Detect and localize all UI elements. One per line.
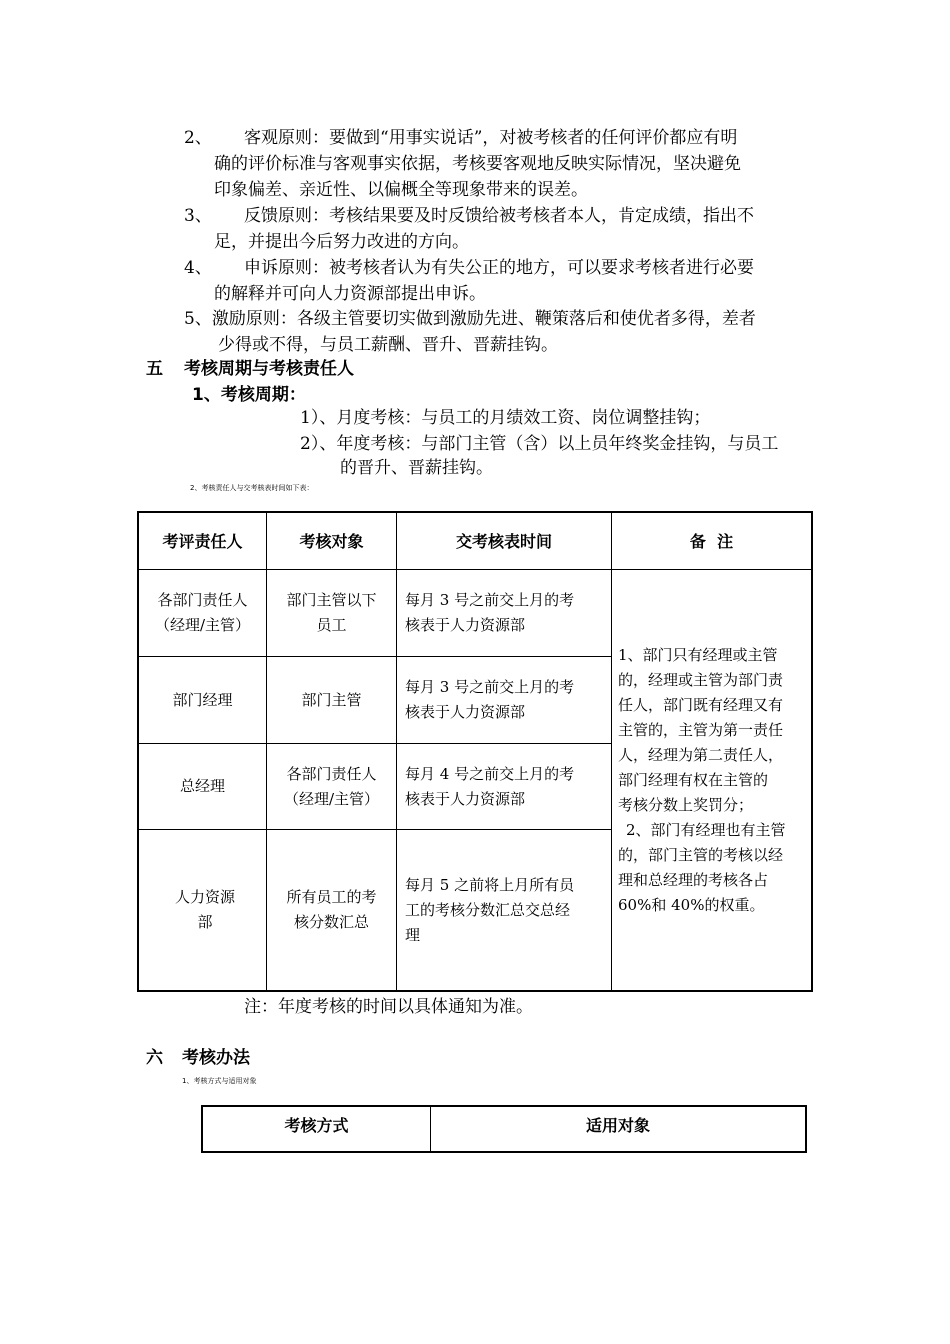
table1-r1-c3-line2: 核表于人力资源部 — [405, 616, 526, 634]
remarks-line-2: 的，经理或主管为部门责 — [618, 670, 784, 689]
section6-number: 六 — [146, 1048, 163, 1068]
section5-item1: 1）、月度考核：与员工的月绩效工资、岗位调整挂钩； — [300, 408, 711, 428]
remarks-line-7: 考核分数上奖罚分； — [618, 795, 754, 814]
table1-header-remarks: 备 注 — [689, 531, 734, 551]
principle-5-title: 激励原则： — [211, 309, 297, 329]
table1-r3-c2-line1: 各部门责任人 — [286, 764, 377, 783]
table1-remarks-cell — [618, 570, 810, 990]
principle-3-text: 考核结果要及时反馈给被考核者本人，肯定成绩，指出不 — [329, 206, 754, 226]
table1-r2-c2 — [267, 657, 396, 743]
table1-r2-c3-line2: 核表于人力资源部 — [405, 703, 526, 721]
principle-5-line2: 少得或不得，与员工薪酬、晋升、晋薪挂钩。 — [218, 335, 558, 355]
remarks-line-4: 主管的，主管为第一责任 — [618, 720, 784, 739]
principle-5-text: 各级主管要切实做到激励先进、鞭策落后和使优者多得，差者 — [296, 309, 756, 329]
table1-r1-c1-line2: （经理/主管） — [154, 616, 251, 634]
remarks-line-3: 任人，部门既有经理又有 — [618, 695, 784, 714]
principle-3-number: 3、 — [184, 206, 212, 226]
table1-r4-c3-line3: 理 — [405, 925, 421, 944]
table1-header-submit-time: 交考核表时间 — [455, 531, 552, 551]
principle-4-text: 被考核者认为有失公正的地方，可以要求考核者进行必要 — [329, 258, 754, 278]
table1-r2-c3 — [405, 657, 609, 743]
principle-4-line1 — [244, 255, 754, 281]
principle-2-title: 客观原则： — [244, 128, 329, 148]
table1-r2-c1: 部门经理 — [172, 690, 233, 709]
remarks-line-5: 人，经理为第二责任人， — [618, 745, 784, 764]
remarks-line-10: 理和总经理的考核各占 — [618, 870, 769, 889]
section6-sub1: 1、考核方式与适用对象 — [182, 1077, 257, 1085]
principle-3-line1 — [244, 203, 754, 229]
table1-r3-c3-line1: 每月 4 号之前交上月的考 — [405, 764, 575, 783]
table1-r3-c2-line2: （经理/主管） — [283, 789, 380, 808]
table1-r2-c3-line1: 每月 3 号之前交上月的考 — [405, 678, 575, 696]
table1-r2-c2-line1: 部门主管 — [301, 690, 362, 709]
principle-2-number: 2、 — [184, 128, 212, 148]
section5-item2-line1: 2）、年度考核：与部门主管（含）以上员年终奖金挂钩，与员工 — [300, 434, 779, 454]
table2-header-method: 考核方式 — [284, 1115, 349, 1135]
table1-r4-c1-line2: 部 — [197, 913, 213, 931]
section6-title: 考核办法 — [182, 1048, 250, 1068]
principle-4-number: 4、 — [184, 258, 212, 278]
principle-4-title: 申诉原则： — [244, 258, 329, 278]
section5-sub1: 1、考核周期： — [192, 385, 306, 405]
table1-r3-c2 — [267, 744, 396, 829]
section5-item2-line2: 的晋升、晋薪挂钩。 — [340, 458, 493, 478]
section5-number: 五 — [146, 359, 163, 379]
principle-4-line2: 的解释并可向人力资源部提出申诉。 — [214, 284, 486, 304]
table-row — [160, 830, 250, 990]
principle-2-line3: 印象偏差、亲近性、以偏概全等现象带来的误差。 — [214, 180, 588, 200]
remarks-line-1: 1、部门只有经理或主管 — [618, 645, 778, 664]
table1-header-evaluator: 考评责任人 — [162, 531, 243, 551]
table-row — [139, 744, 266, 829]
table1-r1-c3 — [405, 570, 609, 656]
table1-r1-c3-line1: 每月 3 号之前交上月的考 — [405, 591, 575, 609]
table1-r1-c2-line2: 员工 — [316, 616, 347, 634]
table1-r4-c3-line2: 工的考核分数汇总交总经 — [405, 900, 571, 919]
section5-title: 考核周期与考核责任人 — [184, 359, 354, 379]
table2-header-applicable: 适用对象 — [585, 1115, 650, 1135]
remarks-line-11: 60%和 40%的权重。 — [618, 895, 765, 914]
section5-sub2: 2、考核责任人与交考核表时间如下表： — [190, 484, 314, 492]
table1-r4-c3 — [405, 830, 609, 990]
table1-r3-c3 — [405, 744, 609, 829]
table1-r4-c2-line1: 所有员工的考 — [286, 888, 377, 906]
table1-r4-c2 — [267, 830, 396, 990]
table-row — [139, 657, 266, 743]
principle-2-line1 — [244, 125, 737, 151]
principle-5-number: 5、 — [184, 309, 212, 329]
table1-r4-c1-line1: 人力资源 — [174, 888, 235, 906]
table1-footnote: 注：年度考核的时间以具体通知为准。 — [244, 997, 533, 1017]
table1-r1-c2 — [267, 570, 396, 656]
remarks-line-6: 部门经理有权在主管的 — [618, 770, 769, 789]
remarks-line-9: 的，部门主管的考核以经 — [618, 845, 784, 864]
principle-5-line1 — [184, 306, 756, 332]
table1-r4-c3-line1: 每月 5 之前将上月所有员 — [405, 875, 575, 894]
table1-r1-c2-line1: 部门主管以下 — [286, 591, 377, 609]
principle-3-line2: 足，并提出今后努力改进的方向。 — [214, 232, 469, 252]
principle-2-line2: 确的评价标准与客观事实依据，考核要客观地反映实际情况，坚决避免 — [214, 154, 741, 174]
table1-r4-c2-line2: 核分数汇总 — [293, 913, 369, 931]
principle-2-text: 要做到“用事实说话”，对被考核者的任何评价都应有明 — [329, 128, 738, 148]
principle-3-title: 反馈原则： — [244, 206, 329, 226]
table1-r1-c1-line1: 各部门责任人 — [157, 591, 248, 609]
table1-r3-c1: 总经理 — [179, 777, 225, 795]
remarks-line-8: 2、部门有经理也有主管 — [626, 820, 786, 839]
table-row — [139, 570, 266, 656]
table1-header-target: 考核对象 — [299, 531, 364, 551]
table1-r3-c3-line2: 核表于人力资源部 — [405, 789, 526, 808]
